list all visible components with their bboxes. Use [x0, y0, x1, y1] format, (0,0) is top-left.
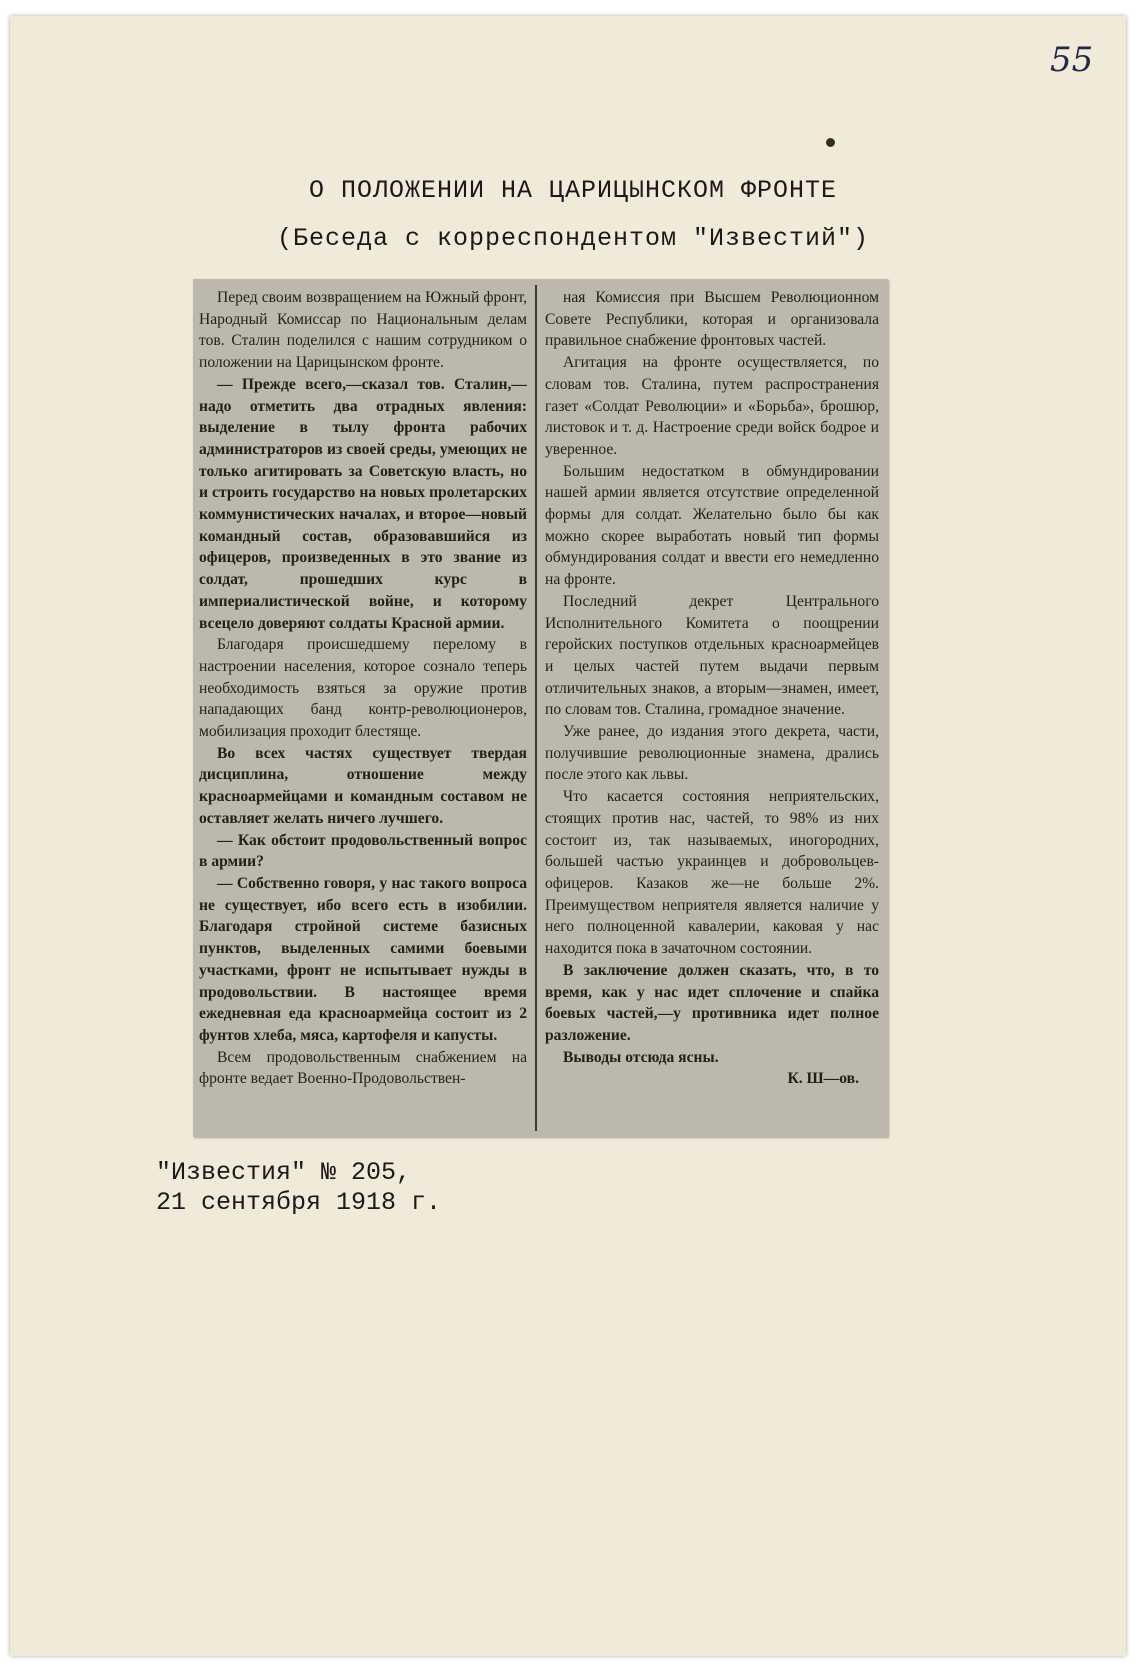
paragraph: Всем продовольственным снабжением на фронте ведает Военно-Продовольствен-: [199, 1048, 527, 1088]
source-line-newspaper: "Известия" № 205,: [156, 1158, 412, 1187]
paragraph: Большим недостатком в обмундировании нашей армии является отсутствие определенной формы для солдат. Желательно было бы как можно скорее выработать новый тип формы обмундирования солдат и ввести его немедленно на фронте.: [545, 462, 879, 589]
clipping-left-column: [199, 287, 527, 1129]
document-subtitle: (Беседа с корреспондентом "Известий"): [276, 224, 870, 253]
page-number: 55: [1050, 40, 1094, 80]
paragraph: Агитация на фронте осуществляется, по словам тов. Сталина, путем распространения газет «Солдат Революции» и «Борьба», брошюр, листовок и т. д. Настроение среди войск бодрое и уверенное.: [545, 354, 879, 458]
paragraph: Во всех частях существует твердая дисциплина, отношение между красноармейцами и командным составом не оставляет желать ничего лучшего.: [199, 744, 527, 827]
paragraph: Благодаря происшедшему перелому в настроении населения, которое сознало теперь необходимость взяться за оружие против нападающих банд контр-революционеров, мобилизация проходит блестяще.: [199, 636, 527, 741]
source-citation: [156, 1158, 441, 1218]
paragraph: Последний декрет Центрального Исполнительного Комитета о поощрении геройских поступков отдельных красноармейцев и целых частей путем выдачи первым отличительных знаков, а вторым—знамен, имеет, по словам тов. Сталина, громадное значение.: [545, 592, 879, 719]
clipping-right-column: [545, 287, 879, 1129]
paragraph: Выводы отсюда ясны.: [563, 1048, 719, 1066]
paragraph: Перед своим возвращением на Южный фронт, Народный Комиссар по Национальным делам тов. Сталин поделился с нашим сотрудником о положении на Царицынском фронте.: [199, 289, 527, 372]
paragraph: — Собственно говоря, у нас такого вопроса не существует, ибо всего есть в изобилии. Благодаря стройной системе базисных пунктов, выделенных самими боевыми участками, фронт не испытывает нужды в продовольствии. В настоящее время ежедневная еда красноармейца состоит из 2 фунтов хлеба, мяса, картофеля и капусты.: [199, 874, 527, 1044]
paragraph: В заключение должен сказать, что, в то время, как у нас идет сплочение и спайка боевых частей,—у противника идет полное разложение.: [545, 961, 879, 1044]
document-title: О ПОЛОЖЕНИИ НА ЦАРИЦЫНСКОМ ФРОНТЕ: [308, 176, 838, 205]
newspaper-clipping: [193, 279, 888, 1137]
ink-dot: [826, 138, 835, 147]
paragraph: — Прежде всего,—сказал тов. Сталин,—надо отметить два отрадных явления: выделение в тылу фронта рабочих администраторов из своей среды, умеющих не только агитировать за Советскую власть, но и строить государство на новых пролетарских коммунистических началах, и второе—новый командный состав, образовавшийся из офицеров, произведенных в это звание из солдат, прошедших курс в империалистической войне, и которому всецело доверяют солдаты Красной армии.: [199, 375, 527, 632]
paragraph: ная Комиссия при Высшем Революционном Совете Республики, которая и организовала правильное снабжение фронтовых частей.: [545, 289, 879, 350]
paragraph: — Как обстоит продовольственный вопрос в армии?: [199, 831, 527, 871]
paragraph: Что касается состояния неприятельских, стоящих против нас, частей, то 98% из них состоит из, так называемых, иногородних, большей частью украинцев и добровольцев-офицеров. Казаков же—не больше 2%. Преимуществом неприятеля является наличие у него полноценной кавалерии, каковая у нас находится пока в зачаточном состоянии.: [545, 788, 879, 958]
author-signature: К. Ш—ов.: [787, 1070, 859, 1088]
source-line-date: 21 сентября 1918 г.: [156, 1188, 442, 1217]
column-divider: [535, 285, 537, 1131]
paragraph: Уже ранее, до издания этого декрета, части, получившие революционные знамена, дрались после этого как львы.: [545, 723, 879, 784]
